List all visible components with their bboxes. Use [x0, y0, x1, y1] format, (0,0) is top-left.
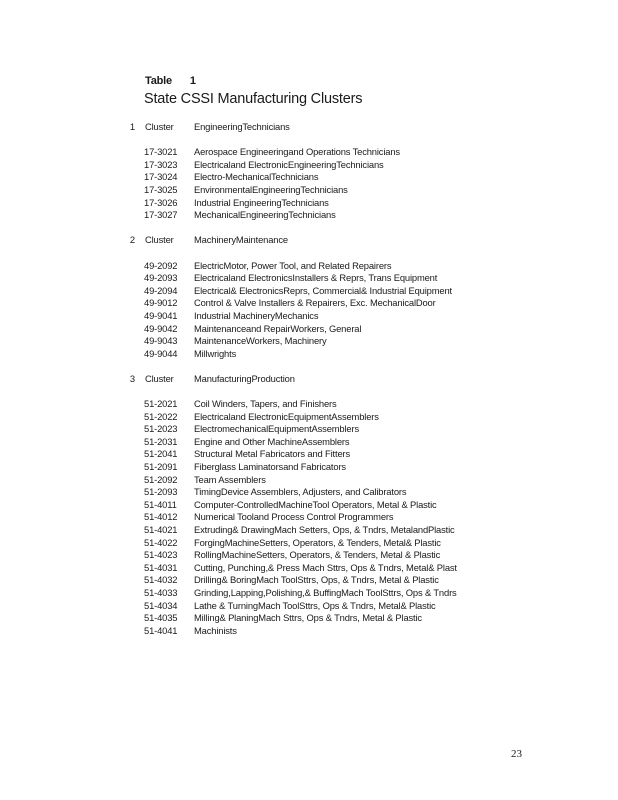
- occupation-code: 51-4012: [144, 511, 178, 523]
- cluster-name: EngineeringTechnicians: [194, 121, 290, 132]
- occupation-row: [0, 499, 618, 512]
- occupation-code: 51-2023: [144, 423, 178, 435]
- occupation-code: 51-4034: [144, 599, 178, 611]
- occupation-code: 49-9042: [144, 322, 178, 334]
- occupation-row: [0, 511, 618, 524]
- occupation-title: Lathe & TurningMach ToolSttrs, Ops & Tndrs, Metal& Plastic: [194, 599, 436, 611]
- occupation-row: [0, 159, 618, 172]
- cluster-number: 3: [129, 372, 135, 384]
- occupation-row: [0, 600, 618, 613]
- occupation-code: 51-4041: [144, 624, 178, 636]
- occupation-code: 49-9041: [144, 309, 178, 321]
- occupation-code: 17-3026: [144, 196, 178, 208]
- occupation-code: 51-4032: [144, 574, 178, 586]
- cluster-section: [0, 373, 618, 637]
- occupation-row: [0, 436, 618, 449]
- occupation-code: 51-2092: [144, 473, 178, 485]
- occupation-row: [0, 297, 618, 310]
- occupation-title: Computer-ControlledMachineTool Operators, Metal & Plastic: [194, 498, 437, 510]
- occupation-row: [0, 285, 618, 298]
- page-number: 23: [511, 748, 522, 760]
- occupation-row: [0, 197, 618, 210]
- occupation-title: Electricaland ElectronicEngineeringTechnicians: [194, 158, 384, 170]
- cluster-word: Cluster: [145, 121, 174, 132]
- occupation-code: 51-2093: [144, 486, 178, 498]
- occupation-code: 51-4023: [144, 549, 178, 561]
- occupation-row: [0, 260, 618, 273]
- occupation-row: [0, 335, 618, 348]
- occupation-row: [0, 549, 618, 562]
- occupation-row: [0, 184, 618, 197]
- occupation-title: EnvironmentalEngineeringTechnicians: [194, 183, 348, 195]
- occupation-title: Machinists: [194, 624, 237, 636]
- cluster-section: [0, 234, 618, 373]
- occupation-code: 49-9012: [144, 297, 178, 309]
- occupation-title: RollingMachineSetters, Operators, & Tenders, Metal & Plastic: [194, 549, 441, 561]
- occupation-code: 51-4035: [144, 612, 178, 624]
- occupation-row: [0, 625, 618, 638]
- cluster-word: Cluster: [145, 234, 174, 246]
- occupation-code: 17-3023: [144, 158, 178, 170]
- occupation-row: [0, 474, 618, 487]
- occupation-title: Industrial EngineeringTechnicians: [194, 196, 329, 208]
- occupation-row: [0, 486, 618, 499]
- cluster-spacer: [0, 360, 618, 373]
- occupation-title: Industrial MachineryMechanics: [194, 309, 319, 321]
- occupation-code: 51-2091: [144, 461, 178, 473]
- occupation-code: 51-4031: [144, 561, 178, 573]
- occupation-row: [0, 171, 618, 184]
- table-label: [145, 75, 196, 87]
- occupation-title: Aerospace Engineeringand Operations Technicians: [194, 146, 400, 158]
- occupation-title: Team Assemblers: [194, 473, 266, 485]
- occupation-row: [0, 537, 618, 550]
- occupation-title: TimingDevice Assemblers, Adjusters, and Calibrators: [194, 486, 407, 498]
- occupation-title: Electricaland ElectronicEquipmentAssemblers: [194, 410, 379, 422]
- occupation-code: 17-3025: [144, 183, 178, 195]
- occupation-row: [0, 272, 618, 285]
- occupation-code: 17-3024: [144, 171, 178, 183]
- occupation-title: Extruding& DrawingMach Setters, Ops, & Tndrs, MetalandPlastic: [194, 524, 455, 535]
- occupation-title: Electro-MechanicalTechnicians: [194, 171, 319, 183]
- occupation-row: [0, 448, 618, 461]
- cluster-table: [0, 121, 618, 637]
- occupation-title: Cutting, Punching,& Press Mach Sttrs, Ops & Tndrs, Metal& Plast: [194, 561, 457, 573]
- cluster-section: [0, 121, 618, 234]
- occupation-title: ElectricMotor, Power Tool, and Related Repairers: [194, 259, 392, 271]
- cluster-word: Cluster: [145, 372, 174, 384]
- occupation-code: 51-2022: [144, 410, 178, 422]
- cluster-name: MachineryMaintenance: [194, 234, 288, 246]
- occupation-row: [0, 209, 618, 222]
- table-label-word: Table: [145, 75, 172, 87]
- occupation-row: [0, 524, 618, 537]
- cluster-number: 1: [129, 121, 135, 132]
- occupation-row: [0, 323, 618, 336]
- table-title: State CSSI Manufacturing Clusters: [144, 91, 363, 107]
- occupation-code: 51-2021: [144, 398, 178, 410]
- occupation-code: 49-2093: [144, 272, 178, 284]
- occupation-title: Electricaland ElectronicsInstallers & Reprs, Trans Equipment: [194, 272, 438, 284]
- occupation-row: [0, 461, 618, 474]
- cluster-header: [0, 234, 618, 247]
- occupation-row: [0, 398, 618, 411]
- occupation-title: Numerical Tooland Process Control Programmers: [194, 511, 394, 523]
- cluster-spacer: [0, 222, 618, 235]
- occupation-row: [0, 146, 618, 159]
- occupation-row: [0, 574, 618, 587]
- occupation-code: 51-4021: [144, 524, 178, 535]
- cluster-number: 2: [129, 234, 135, 246]
- occupation-row: [0, 411, 618, 424]
- occupation-code: 51-4033: [144, 586, 178, 598]
- occupation-code: 49-9044: [144, 347, 178, 359]
- occupation-title: Electrical& ElectronicsReprs, Commercial& Industrial Equipment: [194, 284, 452, 296]
- occupation-code: 17-3027: [144, 209, 178, 221]
- cluster-name: ManufacturingProduction: [194, 372, 295, 384]
- occupation-title: ElectromechanicalEquipmentAssemblers: [194, 423, 359, 435]
- occupation-title: MechanicalEngineeringTechnicians: [194, 209, 336, 221]
- occupation-code: 49-9043: [144, 335, 178, 347]
- occupation-code: 51-2031: [144, 435, 178, 447]
- occupation-title: Structural Metal Fabricators and Fitters: [194, 448, 351, 460]
- occupation-title: Milling& PlaningMach Sttrs, Ops & Tndrs, Metal & Plastic: [194, 612, 422, 624]
- occupation-code: 49-2092: [144, 259, 178, 271]
- occupation-row: [0, 562, 618, 575]
- occupation-row: [0, 310, 618, 323]
- occupation-title: Drilling& BoringMach ToolSttrs, Ops, & Tndrs, Metal & Plastic: [194, 574, 439, 586]
- occupation-code: 51-2041: [144, 448, 178, 460]
- occupation-title: Grinding,Lapping,Polishing,& BuffingMach ToolSttrs, Ops & Tndrs: [194, 586, 457, 598]
- occupation-title: Control & Valve Installers & Repairers, Exc. MechanicalDoor: [194, 297, 436, 309]
- cluster-header: [0, 373, 618, 386]
- occupation-row: [0, 587, 618, 600]
- occupation-row: [0, 348, 618, 361]
- occupation-title: Engine and Other MachineAssemblers: [194, 435, 350, 447]
- occupation-title: Fiberglass Laminatorsand Fabricators: [194, 461, 346, 473]
- occupation-code: 49-2094: [144, 284, 178, 296]
- occupation-code: 51-4011: [144, 498, 177, 510]
- occupation-title: Maintenanceand RepairWorkers, General: [194, 322, 362, 334]
- occupation-code: 51-4022: [144, 536, 178, 548]
- occupation-code: 17-3021: [144, 146, 178, 158]
- occupation-title: Coil Winders, Tapers, and Finishers: [194, 398, 337, 410]
- occupation-row: [0, 423, 618, 436]
- occupation-title: ForgingMachineSetters, Operators, & Tenders, Metal& Plastic: [194, 536, 441, 548]
- occupation-title: Millwrights: [194, 347, 237, 359]
- occupation-row: [0, 612, 618, 625]
- occupation-title: MaintenanceWorkers, Machinery: [194, 335, 327, 347]
- table-label-number: 1: [189, 75, 196, 87]
- cluster-header: [0, 121, 618, 134]
